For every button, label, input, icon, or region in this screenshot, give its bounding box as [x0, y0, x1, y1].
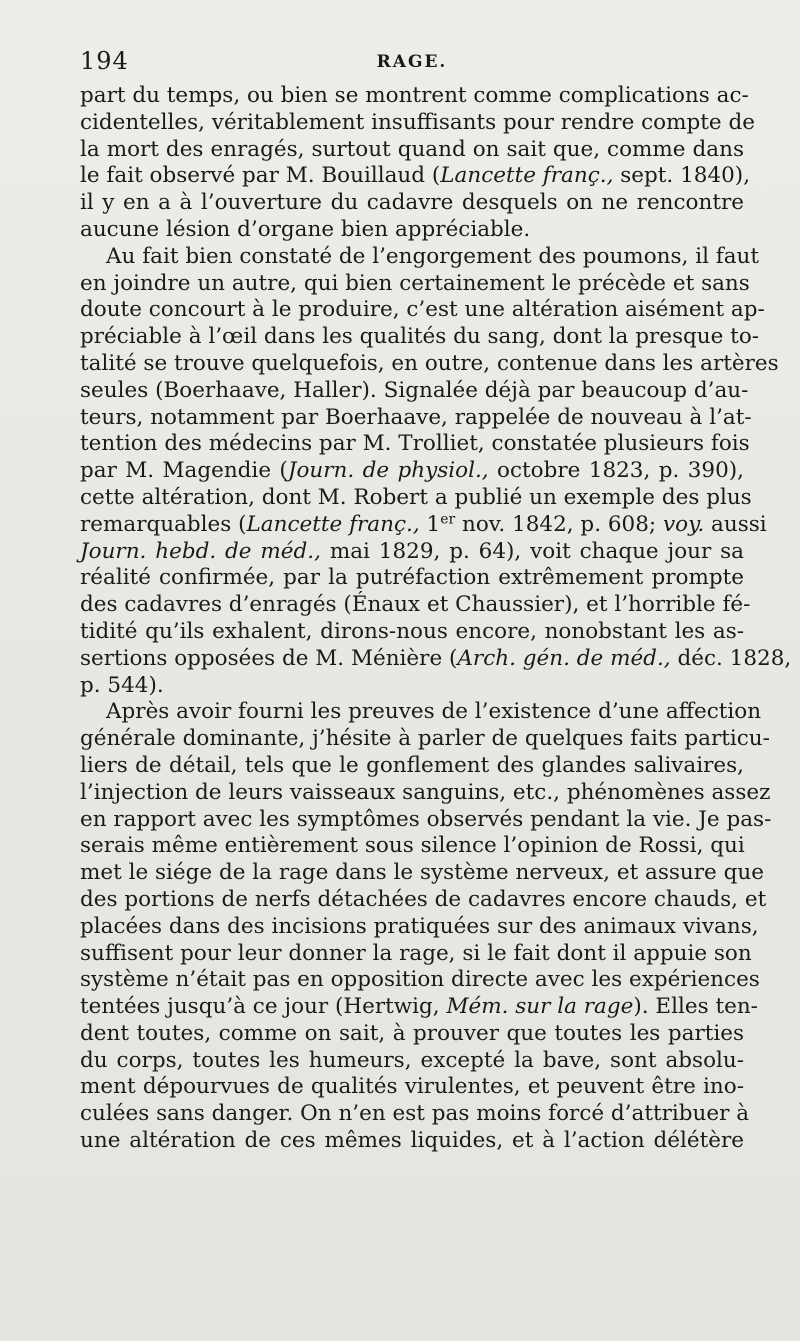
- text-line: sertions opposées de M. Ménière (Arch. gén. de méd., déc. 1828,: [80, 645, 792, 671]
- text-line: ment dépourvues de qualités virulentes, et peuvent être ino-: [80, 1074, 744, 1100]
- text-line: p. 544).: [80, 672, 164, 698]
- text-line: en joindre un autre, qui bien certainement le précède et sans: [80, 270, 750, 296]
- text-line: le fait observé par M. Bouillaud (Lancette franç., sept. 1840),: [80, 163, 751, 189]
- text-line: doute concourt à le produire, c’est une altération aisément ap-: [80, 297, 765, 323]
- text-line: part du temps, ou bien se montrent comme complications ac-: [80, 83, 749, 108]
- page-number: 194: [80, 47, 129, 75]
- text-line: teurs, notamment par Boerhaave, rappelée de nouveau à l’at-: [80, 404, 752, 430]
- text-line: suffisent pour leur donner la rage, si le fait dont il appuie son: [80, 940, 752, 966]
- text-line: système n’était pas en opposition directe avec les expériences: [80, 967, 760, 993]
- text-line: préciable à l’œil dans les qualités du sang, dont la presque to-: [80, 324, 760, 350]
- text-line: du corps, toutes les humeurs, excepté la bave, sont absolu-: [80, 1047, 744, 1073]
- text-line: serais même entièrement sous silence l’opinion de Rossi, qui: [80, 833, 745, 859]
- text-line: dent toutes, comme on sait, à prouver que toutes les parties: [80, 1020, 744, 1046]
- text-line: il y en a à l’ouverture du cadavre desquels on ne rencontre: [80, 190, 744, 216]
- running-title: RAGE.: [376, 52, 448, 72]
- text-line: réalité confirmée, par la putréfaction extrêmement prompte: [80, 565, 744, 591]
- text-line: par M. Magendie (Journ. de physiol., octobre 1823, p. 390),: [80, 458, 744, 484]
- text-line: culées sans danger. On n’en est pas moins forcé d’attribuer à: [80, 1101, 750, 1127]
- text-line: des portions de nerfs détachées de cadavres encore chauds, et: [80, 886, 767, 912]
- text-line: tention des médecins par M. Trolliet, constatée plusieurs fois: [80, 431, 750, 457]
- text-line: tentées jusqu’à ce jour (Hertwig, Mém. sur la rage). Elles ten-: [80, 994, 758, 1020]
- text-line: talité se trouve quelquefois, en outre, contenue dans les artères: [80, 350, 779, 376]
- text-line: met le siége de la rage dans le système nerveux, et assure que: [80, 860, 764, 886]
- text-line: en rapport avec les symptômes observés pendant la vie. Je pas-: [80, 806, 772, 832]
- text-line: aucune lésion d’organe bien appréciable.: [80, 216, 531, 242]
- text-line: Au fait bien constaté de l’engorgement des poumons, il faut: [106, 243, 760, 269]
- text-line: une altération de ces mêmes liquides, et à l’action délétère: [80, 1128, 744, 1154]
- text-line: cidentelles, véritablement insuffisants pour rendre compte de: [80, 109, 755, 135]
- text-body: [80, 83, 792, 1155]
- text-line: Après avoir fourni les preuves de l’existence d’une affection: [106, 699, 762, 725]
- text-line: placées dans des incisions pratiquées sur des animaux vivans,: [80, 913, 759, 939]
- text-line: l’injection de leurs vaisseaux sanguins, etc., phénomènes assez: [80, 779, 771, 805]
- running-head: [80, 46, 744, 76]
- text-line: cette altération, dont M. Robert a publié un exemple des plus: [80, 484, 752, 510]
- text-line: liers de détail, tels que le gonflement des glandes salivaires,: [80, 752, 744, 778]
- text-line: générale dominante, j’hésite à parler de quelques faits particu-: [80, 726, 770, 752]
- text-line: des cadavres d’enragés (Énaux et Chaussier), et l’horrible fé-: [80, 592, 751, 618]
- text-line: tidité qu’ils exhalent, dirons-nous encore, nonobstant les as-: [80, 618, 744, 644]
- text-line: remarquables (Lancette franç., 1er nov. 1842, p. 608; voy. aussi: [80, 511, 767, 537]
- text-line: Journ. hebd. de méd., mai 1829, p. 64), voit chaque jour sa: [80, 538, 744, 564]
- text-line: seules (Boerhaave, Haller). Signalée déjà par beaucoup d’au-: [80, 377, 749, 403]
- text-line: la mort des enragés, surtout quand on sait que, comme dans: [80, 136, 744, 162]
